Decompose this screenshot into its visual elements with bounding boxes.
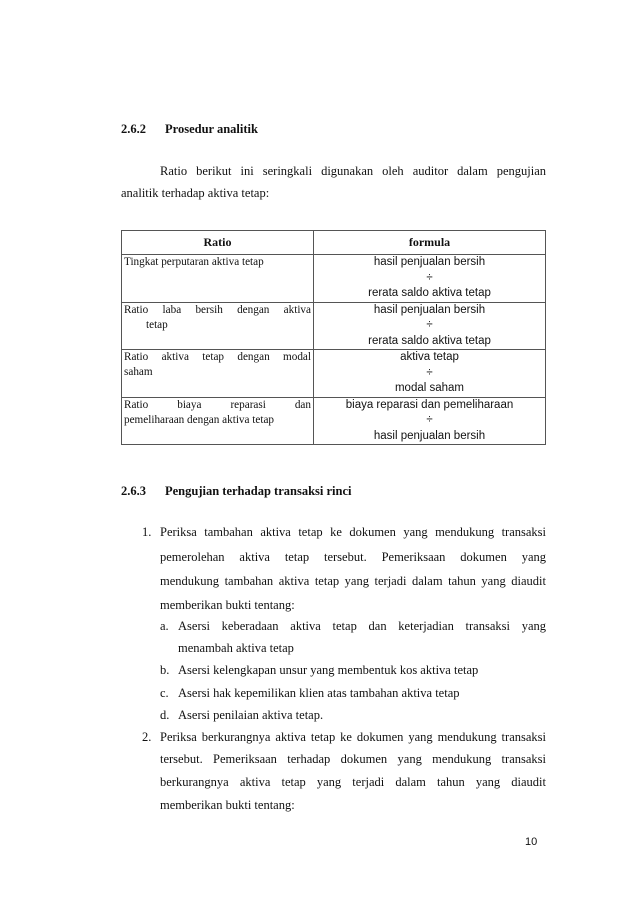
section-number: 2.6.3 [121,484,146,498]
header-formula: formula [314,231,546,255]
item1-line-4: memberikan bukti tentang: [160,598,295,612]
sub-a-line-2: menambah aktiva tetap [178,641,294,655]
sub-a-line-1: Asersi keberadaan aktiva tetap dan keterjadian transaksi yang [178,619,546,633]
table-header-row [122,231,546,255]
formula-cell [314,255,546,303]
ratio-name-line-1: Tingkat perputaran aktiva tetap [124,256,264,268]
ratio-name-line-1: Ratio laba bersih dengan aktiva [124,303,311,316]
section-heading-2-6-2 [121,122,258,137]
table-row [122,302,546,350]
section-title: Pengujian terhadap transaksi rinci [165,484,352,498]
ratio-name-cell [122,397,314,445]
ratio-table [121,230,546,445]
sub-marker-b: b. [160,663,170,677]
sub-marker-c: c. [160,686,169,700]
formula-denominator: rerata saldo aktiva tetap [368,287,491,299]
ratio-name-cell [122,302,314,350]
formula-numerator: aktiva tetap [400,351,459,363]
ratio-name-line-2: tetap [146,318,168,331]
sub-marker-a: a. [160,619,169,633]
sub-c-line-1: Asersi hak kepemilikan klien atas tambahan aktiva tetap [178,686,460,700]
formula-denominator: modal saham [394,382,465,394]
ratio-name-line-1: Ratio aktiva tetap dengan modal [124,351,311,363]
table-row [122,350,546,398]
header-ratio: Ratio [122,231,314,255]
list-marker-2: 2. [142,730,152,744]
sub-b-line-1: Asersi kelengkapan unsur yang membentuk kos aktiva tetap [178,663,479,677]
table-row [122,255,546,303]
item2-line-2: tersebut. Pemeriksaan terhadap dokumen yang mendukung transaksi [160,752,546,766]
ratio-name-cell [122,350,314,398]
formula-numerator: hasil penjualan bersih [373,303,486,316]
section-title: Prosedur analitik [165,122,258,136]
item2-line-4: memberikan bukti tentang: [160,798,295,812]
item1-line-2: pemerolehan aktiva tetap tersebut. Pemeriksaan dokumen yang [160,550,546,564]
ratio-name-cell [122,255,314,303]
formula-cell [314,302,546,350]
sub-marker-d: d. [160,708,170,722]
item1-line-1: Periksa tambahan aktiva tetap ke dokumen yang mendukung transaksi [160,525,546,539]
page-number: 10 [525,836,538,848]
formula-denominator: rerata saldo aktiva tetap [368,334,491,347]
ratio-name-line-2: saham [124,366,153,378]
formula-numerator: biaya reparasi dan pemeliharaan [345,398,514,411]
divide-symbol: ÷ [426,366,433,379]
section-heading-2-6-3 [121,484,351,499]
ratio-name-line-2: pemeliharaan dengan aktiva tetap [124,413,275,426]
intro-line-1: Ratio berikut ini seringkali digunakan oleh auditor dalam pengujian [160,164,546,178]
divide-symbol: ÷ [426,414,433,426]
formula-cell [314,397,546,445]
sub-d-line-1: Asersi penilaian aktiva tetap. [178,708,324,722]
item2-line-3: berkurangnya aktiva tetap yang terjadi dalam tahun yang diaudit [160,775,546,789]
intro-line-2: analitik terhadap aktiva tetap: [121,186,270,200]
formula-numerator: hasil penjualan bersih [373,256,486,268]
section-number: 2.6.2 [121,122,146,136]
formula-denominator: hasil penjualan bersih [373,429,486,442]
table-row [122,397,546,445]
divide-symbol: ÷ [426,271,433,284]
ratio-name-line-1: Ratio biaya reparasi dan [124,398,311,411]
item2-line-1: Periksa berkurangnya aktiva tetap ke dokumen yang mendukung transaksi [160,730,546,744]
list-marker-1: 1. [142,525,152,539]
divide-symbol: ÷ [426,319,433,331]
formula-cell [314,350,546,398]
item1-line-3: mendukung tambahan aktiva tetap yang terjadi dalam tahun yang diaudit [160,574,546,588]
